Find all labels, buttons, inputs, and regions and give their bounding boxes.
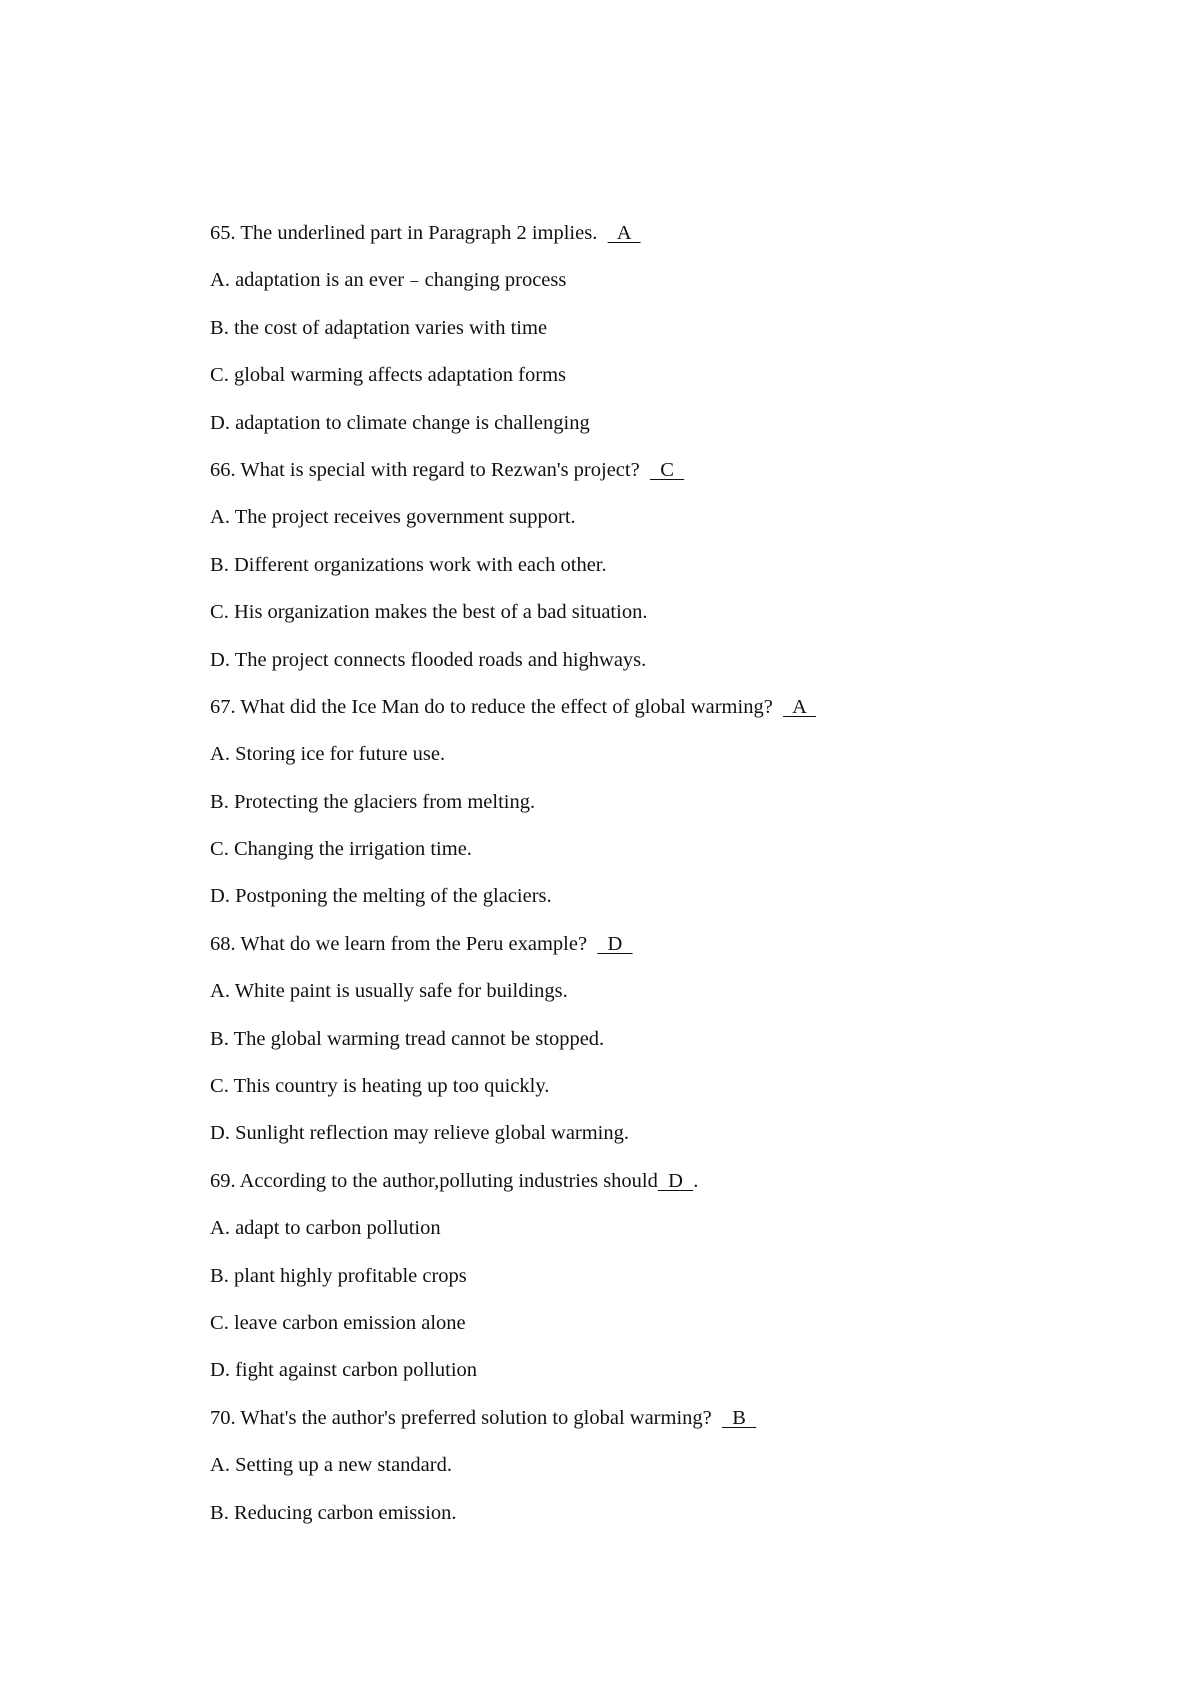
option-text: White paint is usually safe for buildings. (234, 980, 568, 1003)
option-text: adapt to carbon pollution (235, 1217, 441, 1240)
option-separator: . (223, 1075, 229, 1098)
option-item (210, 1452, 1110, 1499)
question-separator: . (230, 458, 236, 481)
question-number: 67 (210, 695, 231, 718)
option-separator: . (224, 885, 230, 908)
option-letter: A (210, 980, 225, 1003)
option-text: global warming affects adaptation forms (233, 364, 567, 387)
option-item (210, 1026, 1110, 1073)
option-item (210, 267, 1110, 314)
question-tail: . (693, 1169, 699, 1192)
option-separator: . (223, 553, 229, 576)
option-letter: D (210, 1359, 225, 1382)
question-stem (210, 1168, 1110, 1215)
option-separator: . (223, 790, 229, 813)
option-item (210, 1357, 1110, 1404)
option-letter: D (210, 648, 225, 671)
answer-blank: D (657, 1169, 694, 1192)
option-text: His organization makes the best of a bad situation. (233, 601, 648, 624)
option-letter: B (210, 553, 224, 576)
question-stem (210, 1405, 1110, 1452)
option-item (210, 978, 1110, 1025)
option-item (210, 1073, 1110, 1120)
option-separator: . (224, 506, 230, 529)
option-letter: B (210, 1027, 224, 1050)
option-text: Sunlight reflection may relieve global warming. (235, 1122, 630, 1145)
option-separator: . (223, 1501, 229, 1524)
question-list (210, 220, 1110, 1547)
option-separator: . (224, 269, 230, 292)
question-number: 70 (210, 1406, 231, 1429)
question-separator: . (230, 932, 236, 955)
option-letter: C (210, 1075, 224, 1098)
option-text: The project receives government support. (234, 506, 576, 529)
option-item (210, 1215, 1110, 1262)
option-item (210, 362, 1110, 409)
answer-blank: A (783, 695, 817, 718)
option-letter: B (210, 1264, 224, 1287)
option-letter: B (210, 316, 224, 339)
option-separator: . (224, 743, 230, 766)
question-text: What did the Ice Man do to reduce the effect of global warming? (240, 695, 773, 718)
option-separator: . (224, 1217, 230, 1240)
option-item (210, 1500, 1110, 1547)
option-letter: C (210, 838, 224, 861)
option-separator: . (224, 648, 230, 671)
option-separator: . (223, 601, 229, 624)
option-letter: A (210, 269, 225, 292)
option-separator: . (223, 1264, 229, 1287)
option-item (210, 789, 1110, 836)
question-text: What is special with regard to Rezwan's project? (240, 458, 640, 481)
option-separator: . (223, 364, 229, 387)
option-letter: B (210, 1501, 224, 1524)
option-item (210, 599, 1110, 646)
option-text: Changing the irrigation time. (233, 838, 472, 861)
answer-blank: D (597, 932, 633, 955)
option-letter: A (210, 506, 225, 529)
option-letter: D (210, 1122, 225, 1145)
option-letter: A (210, 1217, 225, 1240)
option-separator: . (224, 1359, 230, 1382)
option-item (210, 410, 1110, 457)
question-stem (210, 931, 1110, 978)
question-number: 66 (210, 458, 231, 481)
option-separator: . (223, 316, 229, 339)
option-item (210, 741, 1110, 788)
option-separator: . (224, 980, 230, 1003)
option-text: adaptation to climate change is challenging (235, 411, 590, 434)
question-stem (210, 457, 1110, 504)
option-item (210, 1263, 1110, 1310)
question-stem (210, 220, 1110, 267)
option-item (210, 1120, 1110, 1167)
question-separator: . (230, 1169, 236, 1192)
question-number: 69 (210, 1169, 231, 1192)
option-text: Protecting the glaciers from melting. (233, 790, 536, 813)
option-separator: . (224, 1454, 230, 1477)
question-separator: . (230, 1406, 236, 1429)
question-text: What's the author's preferred solution to global warming? (240, 1406, 712, 1429)
option-text: Setting up a new standard. (235, 1454, 452, 1477)
option-letter: A (210, 1454, 225, 1477)
option-item (210, 883, 1110, 930)
option-letter: C (210, 601, 224, 624)
question-number: 68 (210, 932, 231, 955)
question-stem (210, 694, 1110, 741)
option-text: Different organizations work with each other. (233, 553, 607, 576)
option-text: Storing ice for future use. (235, 743, 446, 766)
option-text: Postponing the melting of the glaciers. (235, 885, 552, 908)
option-text: Reducing carbon emission. (233, 1501, 457, 1524)
option-text: leave carbon emission alone (233, 1311, 466, 1334)
option-text: adaptation is an ever﹣changing process (235, 269, 567, 292)
answer-blank: A (607, 222, 641, 244)
question-text: According to the author,polluting industries should (239, 1169, 658, 1192)
option-letter: A (210, 743, 225, 766)
answer-blank: B (722, 1406, 757, 1429)
option-text: The global warming tread cannot be stopped. (233, 1027, 605, 1050)
question-text: The underlined part in Paragraph 2 implies. (240, 222, 598, 244)
option-text: plant highly profitable crops (233, 1264, 467, 1287)
question-separator: . (230, 695, 236, 718)
option-separator: . (223, 838, 229, 861)
option-item (210, 647, 1110, 694)
option-separator: . (224, 1122, 230, 1145)
option-separator: . (223, 1311, 229, 1334)
option-item (210, 552, 1110, 599)
option-item (210, 1310, 1110, 1357)
option-text: This country is heating up too quickly. (233, 1075, 550, 1098)
option-letter: C (210, 1311, 224, 1334)
option-text: fight against carbon pollution (235, 1359, 478, 1382)
option-separator: . (224, 411, 230, 434)
option-item (210, 315, 1110, 362)
option-text: The project connects flooded roads and highways. (234, 648, 647, 671)
option-separator: . (223, 1027, 229, 1050)
option-letter: D (210, 885, 225, 908)
question-text: What do we learn from the Peru example? (240, 932, 588, 955)
option-letter: B (210, 790, 224, 813)
question-number: 65 (210, 222, 231, 244)
option-letter: C (210, 364, 224, 387)
question-separator: . (230, 222, 236, 244)
option-item (210, 504, 1110, 551)
option-letter: D (210, 411, 225, 434)
option-text: the cost of adaptation varies with time (233, 316, 548, 339)
answer-blank: C (649, 458, 685, 481)
option-item (210, 836, 1110, 883)
